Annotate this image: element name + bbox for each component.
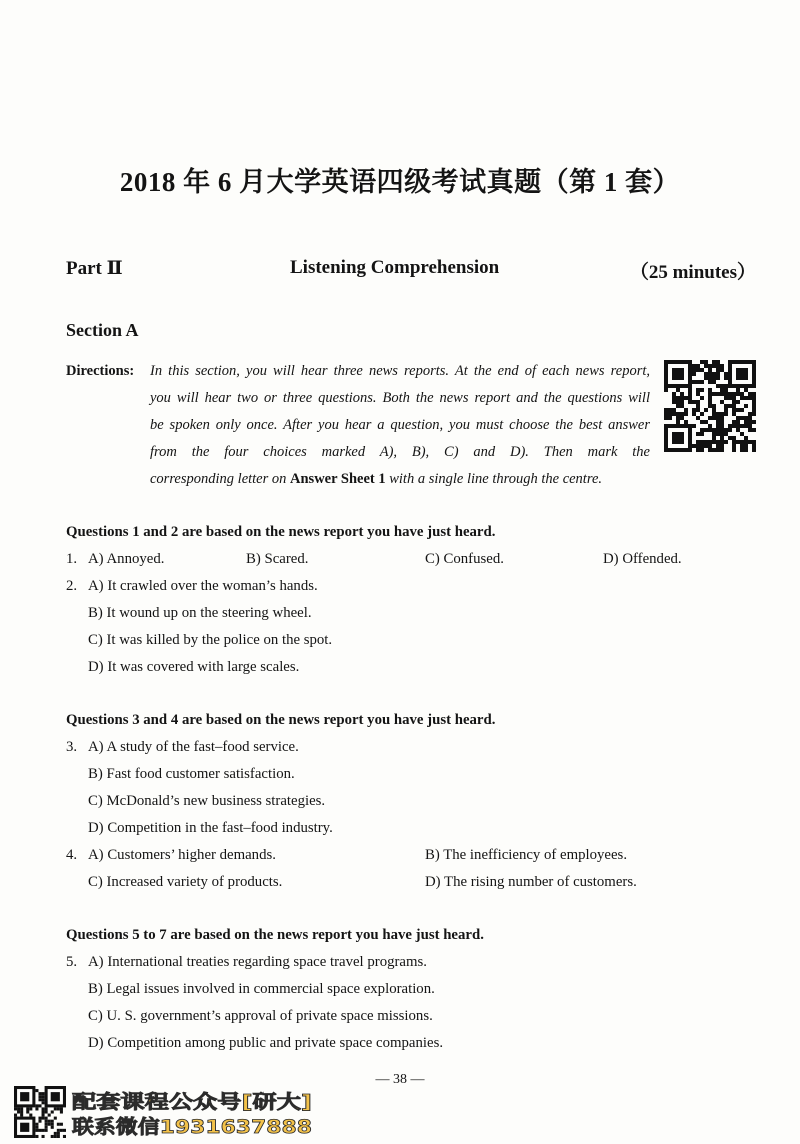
option: B) Scared.	[246, 551, 309, 567]
option: B) Fast food customer satisfaction.	[88, 766, 295, 782]
question-group-heading: Questions 3 and 4 are based on the news report you have just heard.	[66, 712, 496, 728]
directions-line: corresponding letter on Answer Sheet 1 with a single line through the centre.	[150, 471, 603, 487]
question-number: 4.	[66, 847, 78, 863]
section-heading: Section A	[66, 320, 139, 340]
option: B) The inefficiency of employees.	[425, 847, 628, 863]
svg-text:配套课程公众号[研大]: 配套课程公众号[研大]	[72, 1091, 261, 1113]
option: D) Competition among public and private space companies.	[88, 1035, 444, 1051]
option: D) Competition in the fast–food industry.	[88, 820, 333, 836]
directions-line: you will hear two or three questions. Both the news report and the questions will	[150, 390, 650, 406]
question-group-heading: Questions 5 to 7 are based on the news report you have just heard.	[66, 927, 484, 943]
option: D) The rising number of customers.	[425, 874, 637, 890]
answer-sheet-label: Answer Sheet 1	[290, 471, 386, 487]
part-header	[66, 257, 756, 287]
directions-label: Directions:	[66, 363, 135, 379]
option: C) McDonald’s new business strategies.	[88, 793, 326, 809]
option: C) Increased variety of products.	[88, 874, 283, 890]
directions-line: In this section, you will hear three news reports. At the end of each news report,	[150, 363, 650, 379]
directions-line: be spoken only once. After you hear a question, you must choose the best answer	[150, 417, 650, 433]
watermark-stamp	[70, 1086, 315, 1138]
option: A) International treaties regarding space travel programs.	[88, 954, 427, 970]
option: B) It wound up on the steering wheel.	[88, 605, 312, 621]
option: D) Offended.	[603, 551, 682, 567]
page-number: — 38 —	[375, 1072, 425, 1087]
exam-title: 2018 年 6 月大学英语四级考试真题（第 1 套）	[119, 167, 681, 197]
qr-code-icon	[664, 360, 756, 452]
option: D) It was covered with large scales.	[88, 659, 300, 675]
part-time: （25 minutes）	[629, 262, 756, 283]
question-number: 1.	[66, 551, 78, 567]
option: C) U. S. government’s approval of private space missions.	[88, 1008, 433, 1024]
svg-text:联系微信1931637888: 联系微信1931637888	[72, 1116, 281, 1138]
question-number: 5.	[66, 954, 78, 970]
part-name: Listening Comprehension	[290, 257, 500, 278]
part-label: Part Ⅱ	[66, 258, 123, 279]
option: A) Customers’ higher demands.	[88, 847, 276, 863]
option: C) It was killed by the police on the spot.	[88, 632, 333, 648]
option: A) A study of the fast–food service.	[88, 739, 299, 755]
watermark-qr-icon	[14, 1086, 66, 1138]
question-number: 3.	[66, 739, 78, 755]
question-group-heading: Questions 1 and 2 are based on the news report you have just heard.	[66, 524, 496, 540]
directions-line: from the four choices marked A), B), C) and D). Then mark the	[150, 444, 650, 460]
option: B) Legal issues involved in commercial space exploration.	[88, 981, 435, 997]
question-number: 2.	[66, 578, 78, 594]
option: C) Confused.	[425, 551, 504, 567]
option: A) Annoyed.	[88, 551, 165, 567]
option: A) It crawled over the woman’s hands.	[88, 578, 318, 594]
